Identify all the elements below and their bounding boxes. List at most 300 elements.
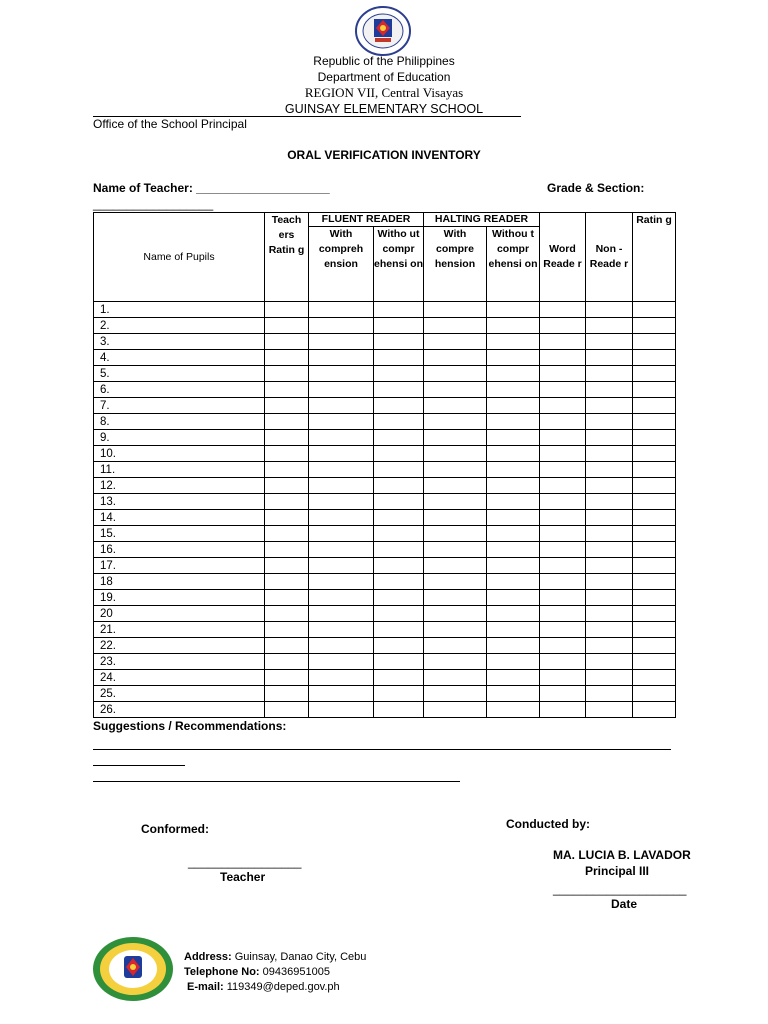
table-cell[interactable] bbox=[265, 686, 309, 702]
table-row bbox=[94, 382, 676, 398]
table-cell[interactable] bbox=[633, 366, 676, 382]
table-cell[interactable] bbox=[487, 526, 540, 542]
table-cell[interactable] bbox=[487, 478, 540, 494]
row-number: 22. bbox=[94, 638, 265, 654]
header-department: Department of Education bbox=[317, 70, 451, 84]
table-cell[interactable] bbox=[487, 510, 540, 526]
table-cell[interactable] bbox=[265, 462, 309, 478]
date-label: Date bbox=[611, 897, 638, 911]
table-cell[interactable] bbox=[540, 334, 586, 350]
table-cell[interactable] bbox=[487, 622, 540, 638]
table-cell[interactable] bbox=[424, 414, 487, 430]
table-cell[interactable] bbox=[633, 446, 676, 462]
col-fluent-without-comprehension: Witho ut compr ehensi on bbox=[374, 227, 424, 302]
table-cell[interactable] bbox=[487, 414, 540, 430]
table-cell[interactable] bbox=[424, 462, 487, 478]
table-row bbox=[94, 414, 676, 430]
table-cell[interactable] bbox=[633, 606, 676, 622]
table-cell[interactable] bbox=[586, 478, 633, 494]
table-cell[interactable] bbox=[487, 574, 540, 590]
table-cell[interactable] bbox=[265, 622, 309, 638]
table-cell[interactable] bbox=[424, 302, 487, 318]
col-non-reader: Non - Reade r bbox=[586, 213, 633, 302]
table-cell[interactable] bbox=[586, 670, 633, 686]
inventory-table bbox=[93, 212, 676, 718]
header-republic: Republic of the Philippines bbox=[313, 54, 455, 68]
suggestions-line-3 bbox=[93, 781, 460, 782]
principal-title: Principal III bbox=[585, 864, 650, 878]
table-cell[interactable] bbox=[265, 318, 309, 334]
table-cell[interactable] bbox=[374, 510, 424, 526]
table-row bbox=[94, 542, 676, 558]
table-cell[interactable] bbox=[540, 622, 586, 638]
col-fluent-with-comprehension: With compreh ension bbox=[309, 227, 374, 302]
table-cell[interactable] bbox=[265, 542, 309, 558]
table-cell[interactable] bbox=[309, 670, 374, 686]
table-cell[interactable] bbox=[586, 462, 633, 478]
table-row bbox=[94, 654, 676, 670]
table-row bbox=[94, 478, 676, 494]
row-number: 4. bbox=[94, 350, 265, 366]
table-cell[interactable] bbox=[265, 446, 309, 462]
table-cell[interactable] bbox=[540, 382, 586, 398]
table-cell[interactable] bbox=[309, 526, 374, 542]
table-cell[interactable] bbox=[424, 510, 487, 526]
row-number: 3. bbox=[94, 334, 265, 350]
table-cell[interactable] bbox=[265, 606, 309, 622]
row-number: 9. bbox=[94, 430, 265, 446]
table-cell[interactable] bbox=[633, 414, 676, 430]
table-cell[interactable] bbox=[265, 702, 309, 718]
teacher-label: Name of Teacher: bbox=[93, 181, 193, 195]
table-cell[interactable] bbox=[309, 510, 374, 526]
teacher-signature-label: Teacher bbox=[220, 870, 266, 884]
table-cell[interactable] bbox=[309, 446, 374, 462]
table-cell[interactable] bbox=[374, 446, 424, 462]
row-number: 24. bbox=[94, 670, 265, 686]
table-cell[interactable] bbox=[633, 654, 676, 670]
table-row bbox=[94, 510, 676, 526]
table-cell[interactable] bbox=[586, 654, 633, 670]
table-cell[interactable] bbox=[633, 526, 676, 542]
table-row bbox=[94, 558, 676, 574]
table-cell[interactable] bbox=[265, 574, 309, 590]
table-cell[interactable] bbox=[309, 590, 374, 606]
table-row bbox=[94, 670, 676, 686]
table-cell[interactable] bbox=[309, 398, 374, 414]
table-cell[interactable] bbox=[586, 558, 633, 574]
table-cell[interactable] bbox=[586, 622, 633, 638]
table-row bbox=[94, 574, 676, 590]
table-cell[interactable] bbox=[265, 382, 309, 398]
table-cell[interactable] bbox=[487, 350, 540, 366]
table-cell[interactable] bbox=[424, 334, 487, 350]
table-cell[interactable] bbox=[265, 430, 309, 446]
table-cell[interactable] bbox=[586, 702, 633, 718]
table-cell[interactable] bbox=[540, 670, 586, 686]
table-cell[interactable] bbox=[265, 302, 309, 318]
table-row bbox=[94, 398, 676, 414]
header-region: REGION VII, Central Visayas bbox=[304, 85, 464, 100]
table-row bbox=[94, 302, 676, 318]
table-cell[interactable] bbox=[586, 350, 633, 366]
row-number: 19. bbox=[94, 590, 265, 606]
table-cell[interactable] bbox=[265, 558, 309, 574]
table-cell[interactable] bbox=[309, 654, 374, 670]
table-cell[interactable] bbox=[424, 478, 487, 494]
table-cell[interactable] bbox=[487, 590, 540, 606]
table-cell[interactable] bbox=[586, 510, 633, 526]
table-cell[interactable] bbox=[540, 638, 586, 654]
table-cell[interactable] bbox=[586, 302, 633, 318]
table-cell[interactable] bbox=[424, 590, 487, 606]
table-cell[interactable] bbox=[540, 606, 586, 622]
table-row bbox=[94, 350, 676, 366]
table-row bbox=[94, 318, 676, 334]
principal-name: MA. LUCIA B. LAVADOR bbox=[553, 848, 691, 862]
table-cell[interactable] bbox=[374, 414, 424, 430]
table-cell[interactable] bbox=[487, 318, 540, 334]
row-number: 8. bbox=[94, 414, 265, 430]
table-cell[interactable] bbox=[374, 590, 424, 606]
table-cell[interactable] bbox=[586, 574, 633, 590]
table-cell[interactable] bbox=[633, 382, 676, 398]
table-cell[interactable] bbox=[487, 638, 540, 654]
table-cell[interactable] bbox=[374, 670, 424, 686]
table-row bbox=[94, 622, 676, 638]
table-cell[interactable] bbox=[540, 478, 586, 494]
office-label: Office of the School Principal bbox=[93, 117, 247, 131]
table-cell[interactable] bbox=[309, 606, 374, 622]
table-row bbox=[94, 702, 676, 718]
suggestions-line-1 bbox=[93, 749, 671, 750]
row-number: 21. bbox=[94, 622, 265, 638]
teacher-signature-line: _________________ bbox=[188, 855, 302, 869]
table-cell[interactable] bbox=[374, 638, 424, 654]
col-fluent-reader: FLUENT READER bbox=[309, 213, 424, 227]
table-row bbox=[94, 526, 676, 542]
table-cell[interactable] bbox=[586, 526, 633, 542]
table-cell[interactable] bbox=[540, 318, 586, 334]
table-cell[interactable] bbox=[633, 510, 676, 526]
table-row bbox=[94, 334, 676, 350]
table-cell[interactable] bbox=[424, 398, 487, 414]
footer-telephone: Telephone No: 09436951005 bbox=[184, 966, 330, 978]
row-number: 20 bbox=[94, 606, 265, 622]
table-cell[interactable] bbox=[487, 302, 540, 318]
row-number: 15. bbox=[94, 526, 265, 542]
footer-email: E-mail: 119349@deped.gov.ph bbox=[187, 981, 340, 993]
table-cell[interactable] bbox=[633, 702, 676, 718]
table-cell[interactable] bbox=[374, 526, 424, 542]
table-cell[interactable] bbox=[309, 350, 374, 366]
table-cell[interactable] bbox=[309, 462, 374, 478]
table-cell[interactable] bbox=[487, 366, 540, 382]
table-cell[interactable] bbox=[424, 382, 487, 398]
table-cell[interactable] bbox=[374, 398, 424, 414]
conformed-label: Conformed: bbox=[141, 822, 209, 836]
table-cell[interactable] bbox=[540, 686, 586, 702]
row-number: 10. bbox=[94, 446, 265, 462]
table-cell[interactable] bbox=[374, 318, 424, 334]
row-number: 5. bbox=[94, 366, 265, 382]
table-cell[interactable] bbox=[309, 366, 374, 382]
table-cell[interactable] bbox=[374, 542, 424, 558]
table-cell[interactable] bbox=[540, 654, 586, 670]
table-cell[interactable] bbox=[424, 350, 487, 366]
table-row bbox=[94, 606, 676, 622]
table-row bbox=[94, 430, 676, 446]
row-number: 17. bbox=[94, 558, 265, 574]
table-cell[interactable] bbox=[374, 654, 424, 670]
table-cell[interactable] bbox=[424, 654, 487, 670]
table-cell[interactable] bbox=[374, 622, 424, 638]
table-row bbox=[94, 462, 676, 478]
table-cell[interactable] bbox=[540, 526, 586, 542]
grade-section-blank: __________________ bbox=[93, 197, 214, 211]
table-cell[interactable] bbox=[586, 606, 633, 622]
table-cell[interactable] bbox=[374, 366, 424, 382]
row-number: 12. bbox=[94, 478, 265, 494]
table-cell[interactable] bbox=[586, 366, 633, 382]
table-row bbox=[94, 366, 676, 382]
row-number: 7. bbox=[94, 398, 265, 414]
table-cell[interactable] bbox=[424, 446, 487, 462]
table-cell[interactable] bbox=[265, 526, 309, 542]
table-cell[interactable] bbox=[633, 302, 676, 318]
row-number: 14. bbox=[94, 510, 265, 526]
table-cell[interactable] bbox=[633, 542, 676, 558]
footer-contact bbox=[184, 950, 366, 995]
pupil-rows bbox=[94, 302, 676, 718]
table-cell[interactable] bbox=[424, 526, 487, 542]
table-cell[interactable] bbox=[424, 366, 487, 382]
table-cell[interactable] bbox=[586, 430, 633, 446]
table-cell[interactable] bbox=[586, 334, 633, 350]
table-cell[interactable] bbox=[487, 382, 540, 398]
table-cell[interactable] bbox=[265, 670, 309, 686]
row-number: 25. bbox=[94, 686, 265, 702]
table-cell[interactable] bbox=[309, 414, 374, 430]
table-cell[interactable] bbox=[540, 510, 586, 526]
table-cell[interactable] bbox=[309, 430, 374, 446]
table-cell[interactable] bbox=[586, 638, 633, 654]
table-cell[interactable] bbox=[487, 558, 540, 574]
table-cell[interactable] bbox=[586, 590, 633, 606]
table-cell[interactable] bbox=[424, 686, 487, 702]
table-cell[interactable] bbox=[265, 638, 309, 654]
table-cell[interactable] bbox=[424, 542, 487, 558]
table-cell[interactable] bbox=[487, 702, 540, 718]
table-cell[interactable] bbox=[633, 558, 676, 574]
table-cell[interactable] bbox=[487, 334, 540, 350]
row-number: 16. bbox=[94, 542, 265, 558]
table-cell[interactable] bbox=[424, 318, 487, 334]
table-cell[interactable] bbox=[374, 558, 424, 574]
table-cell[interactable] bbox=[586, 542, 633, 558]
table-cell[interactable] bbox=[309, 702, 374, 718]
table-cell[interactable] bbox=[586, 382, 633, 398]
table-cell[interactable] bbox=[374, 462, 424, 478]
table-cell[interactable] bbox=[487, 430, 540, 446]
table-cell[interactable] bbox=[424, 558, 487, 574]
school-logo bbox=[92, 936, 174, 1002]
table-cell[interactable] bbox=[424, 670, 487, 686]
table-cell[interactable] bbox=[487, 606, 540, 622]
table-cell[interactable] bbox=[265, 494, 309, 510]
table-cell[interactable] bbox=[586, 318, 633, 334]
row-number: 18 bbox=[94, 574, 265, 590]
suggestions-line-2 bbox=[93, 765, 185, 766]
table-cell[interactable] bbox=[309, 638, 374, 654]
date-signature-line: ____________________ bbox=[553, 882, 687, 896]
table-cell[interactable] bbox=[374, 350, 424, 366]
table-cell[interactable] bbox=[374, 430, 424, 446]
table-cell[interactable] bbox=[424, 430, 487, 446]
col-word-reader: Word Reade r bbox=[540, 213, 586, 302]
table-cell[interactable] bbox=[540, 350, 586, 366]
table-cell[interactable] bbox=[265, 334, 309, 350]
table-row bbox=[94, 686, 676, 702]
table-cell[interactable] bbox=[633, 430, 676, 446]
table-cell[interactable] bbox=[540, 558, 586, 574]
row-number: 26. bbox=[94, 702, 265, 718]
table-cell[interactable] bbox=[540, 414, 586, 430]
table-cell[interactable] bbox=[374, 702, 424, 718]
table-cell[interactable] bbox=[487, 494, 540, 510]
table-cell[interactable] bbox=[309, 574, 374, 590]
table-cell[interactable] bbox=[487, 542, 540, 558]
table-cell[interactable] bbox=[487, 670, 540, 686]
table-cell[interactable] bbox=[633, 318, 676, 334]
table-cell[interactable] bbox=[487, 686, 540, 702]
table-cell[interactable] bbox=[374, 478, 424, 494]
table-cell[interactable] bbox=[540, 702, 586, 718]
table-cell[interactable] bbox=[309, 542, 374, 558]
table-cell[interactable] bbox=[540, 430, 586, 446]
col-name-of-pupils: Name of Pupils bbox=[94, 213, 265, 302]
table-cell[interactable] bbox=[424, 606, 487, 622]
table-cell[interactable] bbox=[265, 510, 309, 526]
table-cell[interactable] bbox=[540, 366, 586, 382]
row-number: 6. bbox=[94, 382, 265, 398]
table-cell[interactable] bbox=[586, 446, 633, 462]
table-cell[interactable] bbox=[487, 654, 540, 670]
table-cell[interactable] bbox=[633, 334, 676, 350]
deped-seal-logo bbox=[354, 6, 412, 56]
table-cell[interactable] bbox=[265, 414, 309, 430]
table-cell[interactable] bbox=[633, 670, 676, 686]
table-cell[interactable] bbox=[487, 446, 540, 462]
table-cell[interactable] bbox=[424, 622, 487, 638]
row-number: 13. bbox=[94, 494, 265, 510]
table-cell[interactable] bbox=[374, 574, 424, 590]
table-cell[interactable] bbox=[633, 494, 676, 510]
table-cell[interactable] bbox=[374, 302, 424, 318]
teacher-blank: ____________________ bbox=[196, 181, 330, 195]
table-cell[interactable] bbox=[540, 398, 586, 414]
col-halting-without-comprehension: Withou t compr ehensi on bbox=[487, 227, 540, 302]
table-cell[interactable] bbox=[309, 382, 374, 398]
col-teachers-rating: Teach ers Ratin g bbox=[265, 213, 309, 302]
table-cell[interactable] bbox=[487, 462, 540, 478]
row-number: 11. bbox=[94, 462, 265, 478]
grade-section-label: Grade & Section: bbox=[547, 181, 645, 195]
table-cell[interactable] bbox=[424, 702, 487, 718]
table-cell[interactable] bbox=[374, 606, 424, 622]
col-halting-reader: HALTING READER bbox=[424, 213, 540, 227]
table-cell[interactable] bbox=[374, 494, 424, 510]
table-row bbox=[94, 590, 676, 606]
table-cell[interactable] bbox=[374, 382, 424, 398]
suggestions-label: Suggestions / Recommendations: bbox=[93, 719, 287, 733]
table-cell[interactable] bbox=[309, 478, 374, 494]
col-rating: Ratin g bbox=[633, 213, 676, 302]
table-cell[interactable] bbox=[633, 350, 676, 366]
table-row bbox=[94, 446, 676, 462]
table-cell[interactable] bbox=[309, 686, 374, 702]
table-cell[interactable] bbox=[633, 398, 676, 414]
table-cell[interactable] bbox=[633, 478, 676, 494]
table-cell[interactable] bbox=[540, 590, 586, 606]
table-cell[interactable] bbox=[586, 414, 633, 430]
table-cell[interactable] bbox=[424, 494, 487, 510]
table-cell[interactable] bbox=[633, 638, 676, 654]
table-cell[interactable] bbox=[265, 366, 309, 382]
table-cell[interactable] bbox=[633, 622, 676, 638]
table-cell[interactable] bbox=[265, 590, 309, 606]
table-cell[interactable] bbox=[309, 558, 374, 574]
footer-address: Address: Guinsay, Danao City, Cebu bbox=[184, 951, 367, 963]
table-cell[interactable] bbox=[586, 686, 633, 702]
table-cell[interactable] bbox=[265, 350, 309, 366]
table-cell[interactable] bbox=[424, 574, 487, 590]
row-number: 23. bbox=[94, 654, 265, 670]
table-cell[interactable] bbox=[265, 654, 309, 670]
table-cell[interactable] bbox=[540, 446, 586, 462]
table-cell[interactable] bbox=[540, 542, 586, 558]
table-cell[interactable] bbox=[540, 574, 586, 590]
col-halting-with-comprehension: With compre hension bbox=[424, 227, 487, 302]
table-cell[interactable] bbox=[374, 334, 424, 350]
table-cell[interactable] bbox=[309, 494, 374, 510]
table-cell[interactable] bbox=[586, 494, 633, 510]
table-cell[interactable] bbox=[309, 622, 374, 638]
header-school-name: GUINSAY ELEMENTARY SCHOOL bbox=[284, 102, 484, 116]
table-cell[interactable] bbox=[309, 318, 374, 334]
table-cell[interactable] bbox=[540, 302, 586, 318]
table-cell[interactable] bbox=[309, 334, 374, 350]
table-cell[interactable] bbox=[487, 398, 540, 414]
teacher-name-field bbox=[93, 181, 330, 195]
table-cell[interactable] bbox=[633, 686, 676, 702]
row-number: 1. bbox=[94, 302, 265, 318]
table-cell[interactable] bbox=[309, 302, 374, 318]
table-cell[interactable] bbox=[633, 590, 676, 606]
conducted-by-label: Conducted by: bbox=[506, 817, 590, 831]
table-cell[interactable] bbox=[633, 574, 676, 590]
table-row bbox=[94, 494, 676, 510]
table-cell[interactable] bbox=[633, 462, 676, 478]
table-row bbox=[94, 638, 676, 654]
table-cell[interactable] bbox=[374, 686, 424, 702]
table-cell[interactable] bbox=[424, 638, 487, 654]
table-cell[interactable] bbox=[586, 398, 633, 414]
table-cell[interactable] bbox=[540, 494, 586, 510]
table-cell[interactable] bbox=[265, 398, 309, 414]
table-cell[interactable] bbox=[265, 478, 309, 494]
table-cell[interactable] bbox=[540, 462, 586, 478]
